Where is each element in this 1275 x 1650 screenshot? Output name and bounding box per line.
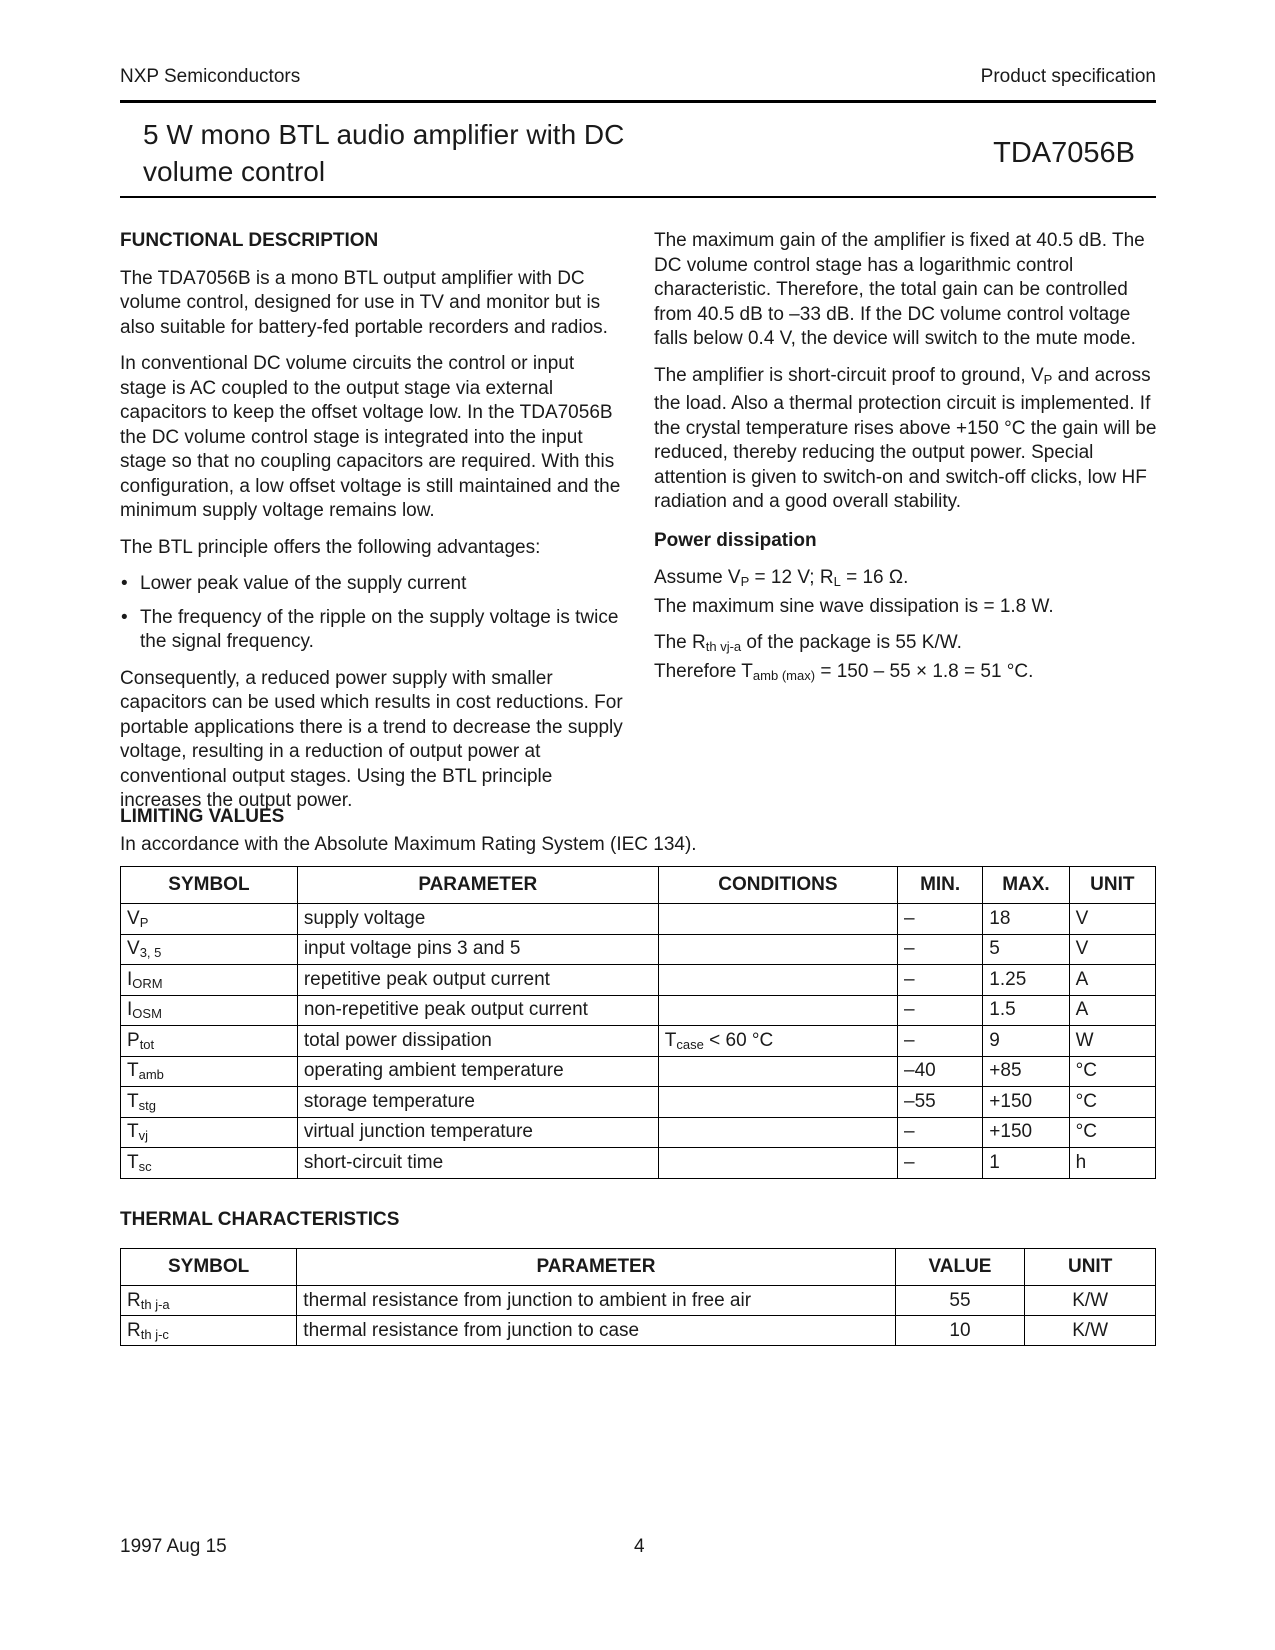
condition-main: T bbox=[664, 1029, 677, 1051]
cell-symbol bbox=[121, 1286, 297, 1316]
table-row bbox=[121, 904, 1156, 935]
table-row bbox=[121, 1117, 1156, 1148]
paragraph: The maximum gain of the amplifier is fixed at 40.5 dB. The DC volume control stage has a logarithmic control characteristic. Therefore, the total gain can be controlled from 40.5 dB to –33 dB. If the DC volume control voltage falls below 0.4 V, the device will switch to the mute mode. bbox=[654, 230, 1145, 349]
symbol-main: I bbox=[127, 968, 133, 990]
cell-conditions bbox=[658, 1117, 897, 1148]
symbol-main: I bbox=[127, 999, 133, 1021]
page-number: 4 bbox=[634, 1536, 645, 1557]
table-row bbox=[121, 995, 1156, 1026]
cell-conditions bbox=[658, 1056, 897, 1087]
cell-max: +85 bbox=[983, 1056, 1069, 1087]
cell-min: – bbox=[898, 965, 983, 996]
condition-rest: < 60 °C bbox=[703, 1029, 774, 1051]
cell-min: – bbox=[898, 1117, 983, 1148]
symbol-main: R bbox=[127, 1289, 141, 1311]
cell-parameter: short-circuit time bbox=[297, 1148, 658, 1179]
header-rule-bottom bbox=[120, 196, 1156, 198]
cell-unit: h bbox=[1069, 1148, 1155, 1179]
cell-max: 9 bbox=[983, 1026, 1069, 1057]
title-line-2: volume control bbox=[143, 156, 326, 187]
limiting-values-section bbox=[120, 806, 1156, 856]
cell-parameter: repetitive peak output current bbox=[297, 965, 658, 996]
table-row bbox=[121, 934, 1156, 965]
symbol-main: V bbox=[127, 938, 140, 960]
paragraph: The amplifier is short-circuit proof to ground, $V_P$ and across the load. Also a thermal protection circuit is implemented. If the crystal temperature rises above +150 °C the gain will be reduced, thereby reducing the output power. Special attention is given to switch-on and switch-off clicks, low HF radiation and a good overall stability. bbox=[654, 364, 1157, 512]
table-row bbox=[121, 1026, 1156, 1057]
cell-unit: W bbox=[1069, 1026, 1155, 1057]
col-header-parameter: PARAMETER bbox=[297, 1249, 895, 1286]
cell-min: – bbox=[898, 1026, 983, 1057]
limiting-values-heading: LIMITING VALUES bbox=[120, 806, 285, 827]
cell-min: – bbox=[898, 995, 983, 1026]
cell-parameter: storage temperature bbox=[297, 1087, 658, 1118]
symbol-subscript: sc bbox=[138, 1158, 152, 1174]
cell-parameter: input voltage pins 3 and 5 bbox=[297, 934, 658, 965]
functional-description-heading: FUNCTIONAL DESCRIPTION bbox=[120, 230, 379, 251]
cell-max: +150 bbox=[983, 1117, 1069, 1148]
cell-conditions bbox=[658, 1148, 897, 1179]
cell-unit: K/W bbox=[1025, 1286, 1156, 1316]
cell-symbol bbox=[121, 1056, 298, 1087]
col-header-symbol: SYMBOL bbox=[121, 1249, 297, 1286]
paragraph: Consequently, a reduced power supply with smaller capacitors can be used which results in cost reductions. For portable applications there is a trend to decrease the supply voltage, resulting in a reduction of output power at conventional output stages. Using the BTL principle increases the output power. bbox=[120, 667, 623, 811]
list-item: • The frequency of the ripple on the supply voltage is twice the signal frequency. bbox=[121, 606, 619, 652]
limiting-values-table bbox=[120, 866, 1156, 1179]
symbol-subscript: OSM bbox=[132, 1006, 162, 1022]
table-header-row bbox=[121, 867, 1156, 904]
power-dissipation-heading: Power dissipation bbox=[654, 529, 817, 551]
cell-symbol bbox=[121, 1316, 297, 1346]
paragraph: The $R_{th vj-a}$ of the package is 55 K/W. Therefore $T_{amb (max)} = 150 - 55 \times 1.8 = 51$ °C. bbox=[654, 632, 1034, 683]
symbol-subscript: th j-a bbox=[140, 1296, 170, 1312]
cell-parameter: supply voltage bbox=[297, 904, 658, 935]
cell-symbol bbox=[121, 1026, 298, 1057]
cell-unit: °C bbox=[1069, 1117, 1155, 1148]
cell-parameter: total power dissipation bbox=[297, 1026, 658, 1057]
cell-max: 1 bbox=[983, 1148, 1069, 1179]
symbol-subscript: vj bbox=[138, 1128, 148, 1144]
paragraph: In conventional DC volume circuits the control or input stage is AC coupled to the output stage via external capacitors to keep the offset voltage low. In the TDA7056B the DC volume control stage is integrated into the input stage so that no coupling capacitors are required. With this configuration, a low offset voltage is still maintained and the minimum supply voltage remains low. bbox=[120, 353, 621, 521]
cell-unit: V bbox=[1069, 904, 1155, 935]
col-header-value: VALUE bbox=[895, 1249, 1025, 1286]
symbol-subscript: P bbox=[139, 914, 149, 930]
company-name: NXP Semiconductors bbox=[120, 66, 301, 87]
bullet-icon: • bbox=[121, 606, 128, 628]
table-row bbox=[121, 1316, 1156, 1346]
cell-min: –40 bbox=[898, 1056, 983, 1087]
symbol-main: T bbox=[127, 1060, 139, 1082]
symbol-main: P bbox=[127, 1029, 140, 1051]
condition-subscript: case bbox=[676, 1036, 704, 1052]
col-header-symbol: SYMBOL bbox=[121, 867, 298, 904]
cell-unit: °C bbox=[1069, 1087, 1155, 1118]
advantages-list bbox=[120, 572, 625, 655]
cell-unit: A bbox=[1069, 965, 1155, 996]
symbol-main: R bbox=[127, 1319, 141, 1341]
title-line-1: 5 W mono BTL audio amplifier with DC bbox=[143, 119, 625, 150]
cell-unit: V bbox=[1069, 934, 1155, 965]
cell-parameter: thermal resistance from junction to case bbox=[297, 1316, 895, 1346]
part-number: TDA7056B bbox=[993, 137, 1135, 169]
col-header-min: MIN. bbox=[898, 867, 983, 904]
limiting-values-subtitle: In accordance with the Absolute Maximum Rating System (IEC 134). bbox=[120, 834, 697, 855]
cell-symbol bbox=[121, 934, 298, 965]
table-row bbox=[121, 1056, 1156, 1087]
col-header-unit: UNIT bbox=[1025, 1249, 1156, 1286]
table-row bbox=[121, 965, 1156, 996]
symbol-subscript: tot bbox=[139, 1036, 155, 1052]
cell-min: – bbox=[898, 934, 983, 965]
col-header-conditions: CONDITIONS bbox=[658, 867, 897, 904]
thermal-table-wrap bbox=[120, 1248, 1156, 1346]
table-row bbox=[121, 1087, 1156, 1118]
symbol-subscript: 3, 5 bbox=[139, 945, 162, 961]
header-rule-top bbox=[120, 100, 1156, 103]
paragraph: The BTL principle offers the following advantages: bbox=[120, 536, 541, 558]
cell-max: 1.5 bbox=[983, 995, 1069, 1026]
left-column bbox=[120, 229, 625, 826]
thermal-table bbox=[120, 1248, 1156, 1346]
cell-value: 10 bbox=[895, 1316, 1025, 1346]
cell-unit: K/W bbox=[1025, 1316, 1156, 1346]
cell-conditions bbox=[658, 965, 897, 996]
cell-conditions bbox=[658, 934, 897, 965]
cell-max: 18 bbox=[983, 904, 1069, 935]
symbol-main: T bbox=[127, 1090, 139, 1112]
cell-symbol bbox=[121, 1117, 298, 1148]
cell-max: 5 bbox=[983, 934, 1069, 965]
cell-symbol bbox=[121, 995, 298, 1026]
cell-conditions bbox=[658, 1087, 897, 1118]
paragraph: Assume $V_P = 12$ V; $R_L = 16$ Ω. The maximum sine wave dissipation is = 1.8 W. bbox=[654, 567, 1054, 617]
table-row bbox=[121, 1286, 1156, 1316]
cell-symbol bbox=[121, 1148, 298, 1179]
symbol-subscript: ORM bbox=[132, 975, 163, 991]
cell-unit: A bbox=[1069, 995, 1155, 1026]
cell-min: –55 bbox=[898, 1087, 983, 1118]
cell-max: +150 bbox=[983, 1087, 1069, 1118]
symbol-subscript: amb bbox=[138, 1067, 164, 1083]
cell-conditions bbox=[658, 995, 897, 1026]
table-header-row bbox=[121, 1249, 1156, 1286]
cell-parameter: non-repetitive peak output current bbox=[297, 995, 658, 1026]
document-type: Product specification bbox=[980, 66, 1156, 87]
cell-parameter: virtual junction temperature bbox=[297, 1117, 658, 1148]
cell-symbol bbox=[121, 904, 298, 935]
cell-min: – bbox=[898, 1148, 983, 1179]
symbol-main: T bbox=[127, 1151, 139, 1173]
col-header-unit: UNIT bbox=[1069, 867, 1155, 904]
cell-symbol bbox=[121, 965, 298, 996]
symbol-subscript: th j-c bbox=[140, 1326, 169, 1342]
symbol-main: T bbox=[127, 1121, 139, 1143]
cell-max: 1.25 bbox=[983, 965, 1069, 996]
col-header-parameter: PARAMETER bbox=[297, 867, 658, 904]
bullet-icon: • bbox=[121, 573, 128, 594]
cell-value: 55 bbox=[895, 1286, 1025, 1316]
cell-symbol bbox=[121, 1087, 298, 1118]
right-column bbox=[654, 229, 1159, 700]
symbol-subscript: stg bbox=[138, 1097, 156, 1113]
footer-date: 1997 Aug 15 bbox=[120, 1536, 227, 1557]
table-row bbox=[121, 1148, 1156, 1179]
cell-min: – bbox=[898, 904, 983, 935]
cell-parameter: thermal resistance from junction to ambient in free air bbox=[297, 1286, 895, 1316]
document-title bbox=[143, 116, 703, 190]
symbol-main: V bbox=[127, 907, 140, 929]
thermal-heading: THERMAL CHARACTERISTICS bbox=[120, 1209, 400, 1230]
list-item: • Lower peak value of the supply current bbox=[120, 572, 625, 597]
cell-conditions bbox=[658, 904, 897, 935]
cell-conditions bbox=[658, 1026, 897, 1057]
limiting-values-table-wrap bbox=[120, 866, 1156, 1179]
cell-parameter: operating ambient temperature bbox=[297, 1056, 658, 1087]
col-header-max: MAX. bbox=[983, 867, 1069, 904]
cell-unit: °C bbox=[1069, 1056, 1155, 1087]
paragraph: The TDA7056B is a mono BTL output amplifier with DC volume control, designed for use in TV and monitor but is also suitable for battery-fed portable recorders and radios. bbox=[120, 267, 608, 338]
